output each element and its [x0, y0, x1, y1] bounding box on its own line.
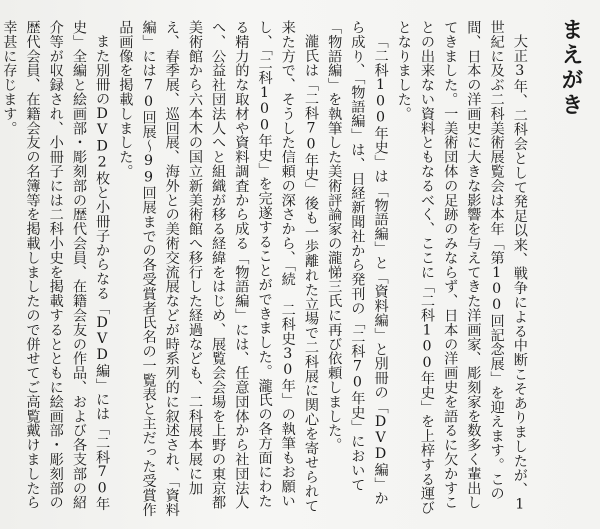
paragraph-1: 大正3年、二科会として発足以来、戦争による中断こそありましたが、1世紀に及ぶ二科美術展覧会は本年「第100回記念展」を迎えます。この間、日本の洋画史に大きな影響を与えてきた洋画家、彫刻家を数多く輩出してきました。一美術団体の足跡のみならず、日本の洋画史を語るに欠かすことの出来ない資料ともなるべく、ここに「二科100年史」を上梓する運びとなりました。	[395, 20, 528, 515]
vertical-text-block	[1, 18, 583, 518]
page-title: まえがき	[558, 18, 583, 118]
paragraph-2: 「二科100年史」は「物語編」と「資料編」と別冊の「DVD編」から成り、「物語編」は、日経新聞社から発刊の「二科70年史」において「物語編」を執筆した美術評論家の瀧悌三氏に再び依頼しました。	[326, 20, 389, 506]
paragraph-3: 瀧氏は「二科70年史」後も一歩離れた立場で二科展に関心を寄せられて来た方で、そうした信頼の深さから、「続 二科史30年」の執筆もお願いし、「二科100年史」を完遂することができました。瀧氏の各方面にわたる精力的な取材や資料調査から成る「物語編」には、任意団体から社団法人へ、公益社団法人へと組織が移る経緯をはじめ、展覧会会場を上野の東京都美術館から六本木の国立新美術館へ移行した経過なども、二科展本展に加え、春季展、巡回展、海外との美術交流展などが時系列的に叙述され、「資料編」には70回展～99回展までの各受賞者氏名の一覧表と主だった受賞作品画像を掲載しました。	[117, 20, 319, 517]
paragraph-4: また別冊のDVD2枚と小冊子からなる「DVD編」には「二科70年史」全編と絵画部・彫刻部の歴代会員、在籍会友の作品、および各支部の紹介等が収録され、小冊子には二科小史を掲載するとともに絵画部・彫刻部の歴代会員、在籍会友の名簿等を掲載しましたので併せてご高覧戴けましたら幸甚に存じます。	[1, 20, 111, 512]
spacer	[531, 18, 549, 518]
